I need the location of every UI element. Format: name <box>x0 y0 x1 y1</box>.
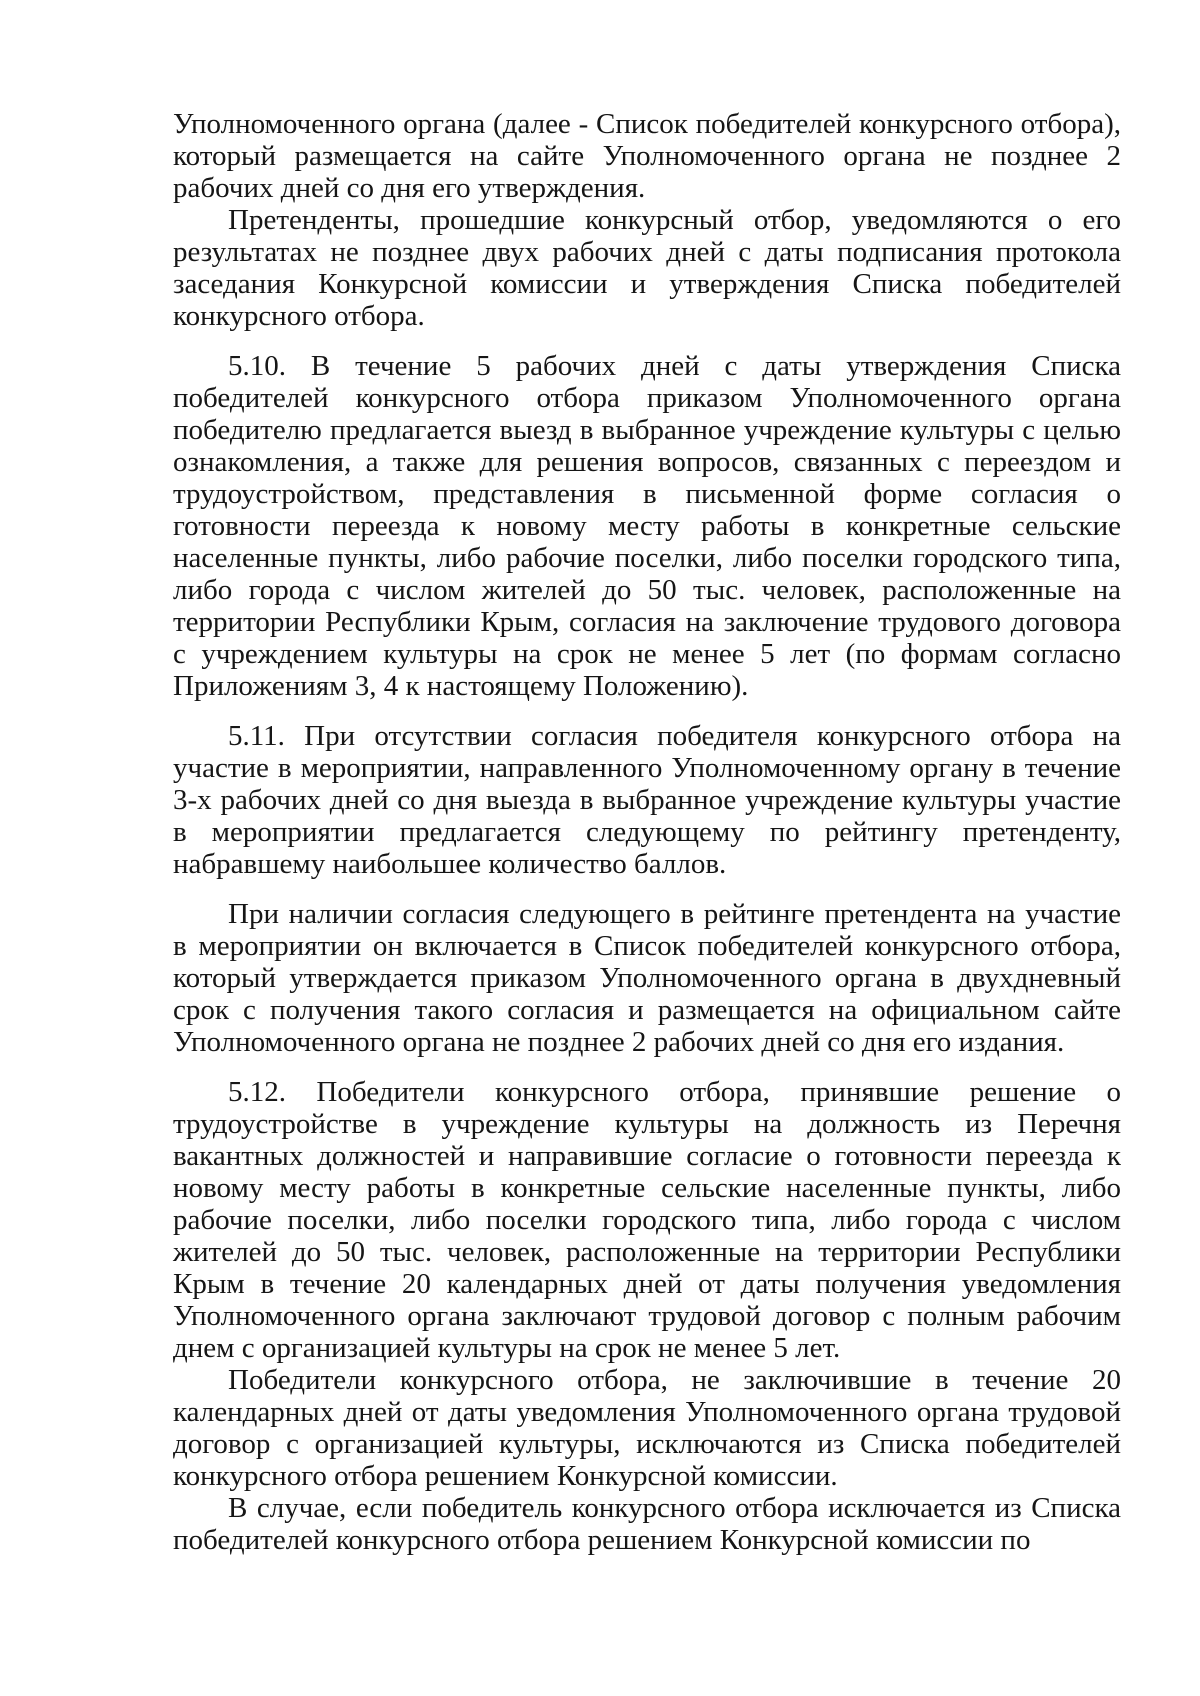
paragraph-winners-excluded: Победители конкурсного отбора, не заключившие в течение 20 календарных дней от даты уведомления Уполномоченного органа трудовой договор с организацией культуры, исключаются из Списка победителей конкурсного отбора решением Конкурсной комиссии. <box>173 1364 1121 1492</box>
paragraph-candidates-notification: Претенденты, прошедшие конкурсный отбор, уведомляются о его результатах не позднее двух рабочих дней с даты подписания протокола заседания Конкурсной комиссии и утверждения Списка победителей конкурсного отбора. <box>173 204 1121 332</box>
paragraph-clause-5-11: 5.11. При отсутствии согласия победителя конкурсного отбора на участие в мероприятии, направленного Уполномоченному органу в течение 3-х рабочих дней со дня выезда в выбранное учреждение культуры участие в мероприятии предлагается следующему по рейтингу претенденту, набравшему наибольшее количество баллов. <box>173 720 1121 880</box>
document-body <box>173 108 1121 1556</box>
paragraph-winner-exclusion-case: В случае, если победитель конкурсного отбора исключается из Списка победителей конкурсного отбора решением Конкурсной комиссии по <box>173 1492 1121 1556</box>
paragraph-next-candidate-consent: При наличии согласия следующего в рейтинге претендента на участие в мероприятии он включается в Список победителей конкурсного отбора, который утверждается приказом Уполномоченного органа в двухдневный срок с получения такого согласия и размещается на официальном сайте Уполномоченного органа не позднее 2 рабочих дней со дня его издания. <box>173 898 1121 1058</box>
paragraph-list-continuation: Уполномоченного органа (далее - Список победителей конкурсного отбора), который размещается на сайте Уполномоченного органа не позднее 2 рабочих дней со дня его утверждения. <box>173 108 1121 204</box>
paragraph-clause-5-12: 5.12. Победители конкурсного отбора, принявшие решение о трудоустройстве в учреждение культуры на должность из Перечня вакантных должностей и направившие согласие о готовности переезда к новому месту работы в конкретные сельские населенные пункты, либо рабочие поселки, либо поселки городского типа, либо города с числом жителей до 50 тыс. человек, расположенные на территории Республики Крым в течение 20 календарных дней от даты получения уведомления Уполномоченного органа заключают трудовой договор с полным рабочим днем с организацией культуры на срок не менее 5 лет. <box>173 1076 1121 1364</box>
paragraph-clause-5-10: 5.10. В течение 5 рабочих дней с даты утверждения Списка победителей конкурсного отбора приказом Уполномоченного органа победителю предлагается выезд в выбранное учреждение культуры с целью ознакомления, а также для решения вопросов, связанных с переездом и трудоустройством, представления в письменной форме согласия о готовности переезда к новому месту работы в конкретные сельские населенные пункты, либо рабочие поселки, либо поселки городского типа, либо города с числом жителей до 50 тыс. человек, расположенные на территории Республики Крым, согласия на заключение трудового договора с учреждением культуры на срок не менее 5 лет (по формам согласно Приложениям 3, 4 к настоящему Положению). <box>173 350 1121 702</box>
